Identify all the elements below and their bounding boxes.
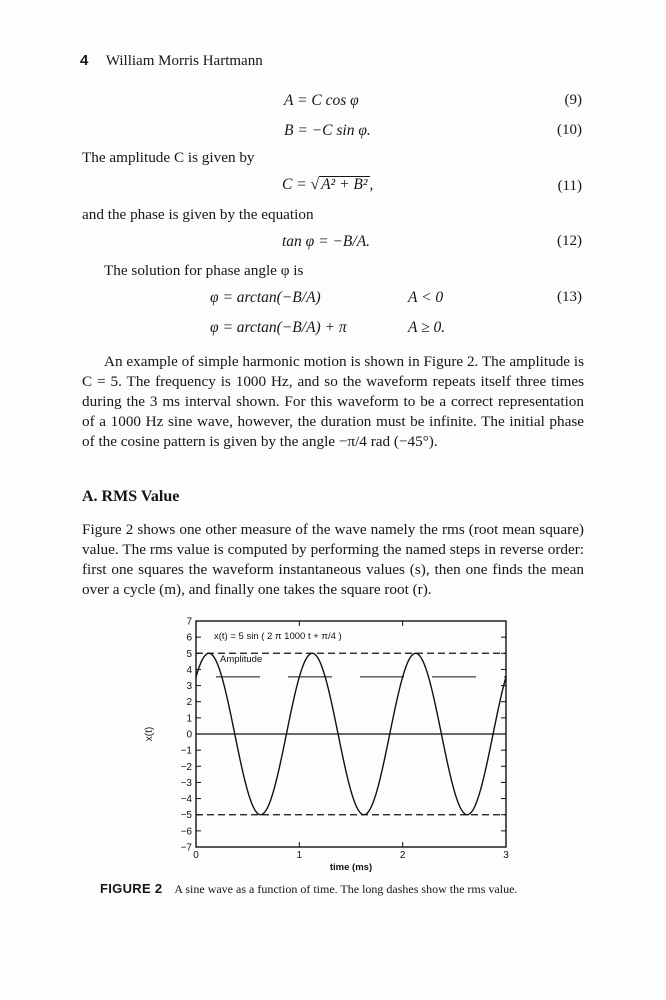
equation-13b-condition: A ≥ 0. (408, 319, 446, 336)
x-tick-label: 3 (503, 850, 509, 861)
equation-13a-condition: A < 0 (408, 289, 444, 306)
equation-13b: φ = arctan(−B/A) + π (210, 319, 347, 336)
y-tick-label: 2 (186, 697, 192, 709)
equation-13-number: (13) (557, 289, 582, 305)
x-tick-label: 2 (399, 850, 406, 861)
sqrt-radicand: A² + B² (321, 176, 368, 193)
figure-caption (100, 881, 517, 897)
equation-12-number: (12) (557, 233, 582, 249)
text-amplitude: The amplitude C is given by (82, 149, 255, 166)
y-axis-label: x(t) (144, 726, 155, 742)
equation-10: B = −C sin φ. (284, 122, 371, 139)
x-tick-label: 1 (296, 850, 303, 861)
equation-13a: φ = arctan(−B/A) (210, 289, 321, 306)
y-tick-label: 1 (186, 713, 192, 725)
equation-10-number: (10) (557, 122, 582, 138)
y-tick-label: −4 (180, 794, 192, 806)
header-author: William Morris Hartmann (105, 53, 263, 69)
figure-label: FIGURE 2 (100, 881, 163, 896)
equation-12: tan φ = −B/A. (282, 233, 371, 250)
x-axis-label: time (ms) (329, 862, 373, 873)
y-tick-label: 0 (186, 729, 192, 741)
y-tick-label: 3 (186, 681, 192, 693)
y-tick-label: 7 (186, 616, 192, 628)
y-tick-label: 5 (186, 648, 192, 660)
annotation-amplitude: Amplitude (220, 654, 263, 665)
y-tick-label: −5 (180, 810, 192, 822)
text-solution: The solution for phase angle φ is (104, 262, 304, 279)
equation-9-number: (9) (564, 92, 582, 108)
running-header (80, 52, 263, 70)
section-heading: A. RMS Value (82, 488, 180, 505)
y-tick-label: −7 (180, 842, 192, 854)
paragraph-example: An example of simple harmonic motion is shown in Figure 2. The amplitude is C = 5. The frequency is 1000 Hz, and so the waveform repeats itself three times during the 3 ms interval shown. For this waveform to be a correct representation of a 1000 Hz sine wave, however, the duration must be infinite. The initial phase of the cosine pattern is given by the angle −π/4 rad (−45°). (82, 353, 584, 450)
y-tick-label: 6 (186, 632, 192, 644)
figure-2-chart (130, 612, 530, 874)
y-tick-label: −6 (180, 826, 192, 838)
x-tick-label: 0 (193, 850, 199, 861)
page-number: 4 (80, 52, 89, 69)
y-tick-label: 4 (186, 664, 192, 676)
equation-11-number: (11) (557, 178, 582, 194)
caption-text: A sine wave as a function of time. The long dashes show the rms value. (174, 882, 518, 896)
y-tick-label: −2 (180, 761, 192, 773)
y-tick-label: −1 (180, 745, 192, 757)
paragraph-rms: Figure 2 shows one other measure of the wave namely the rms (root mean square) value. The rms value is computed by performing the named steps in reverse order: first one squares the waveform instantaneous values (s), then one finds the mean over a cycle (m), and finally one takes the square root (r). (82, 521, 584, 598)
chart-title: x(t) = 5 sin ( 2 π 1000 t + π/4 ) (214, 631, 342, 642)
equation-9: A = C cos φ (284, 92, 359, 109)
equation-11: C = √ A² + B² , (282, 176, 374, 193)
y-tick-label: −3 (180, 777, 192, 789)
text-phase: and the phase is given by the equation (82, 206, 314, 223)
